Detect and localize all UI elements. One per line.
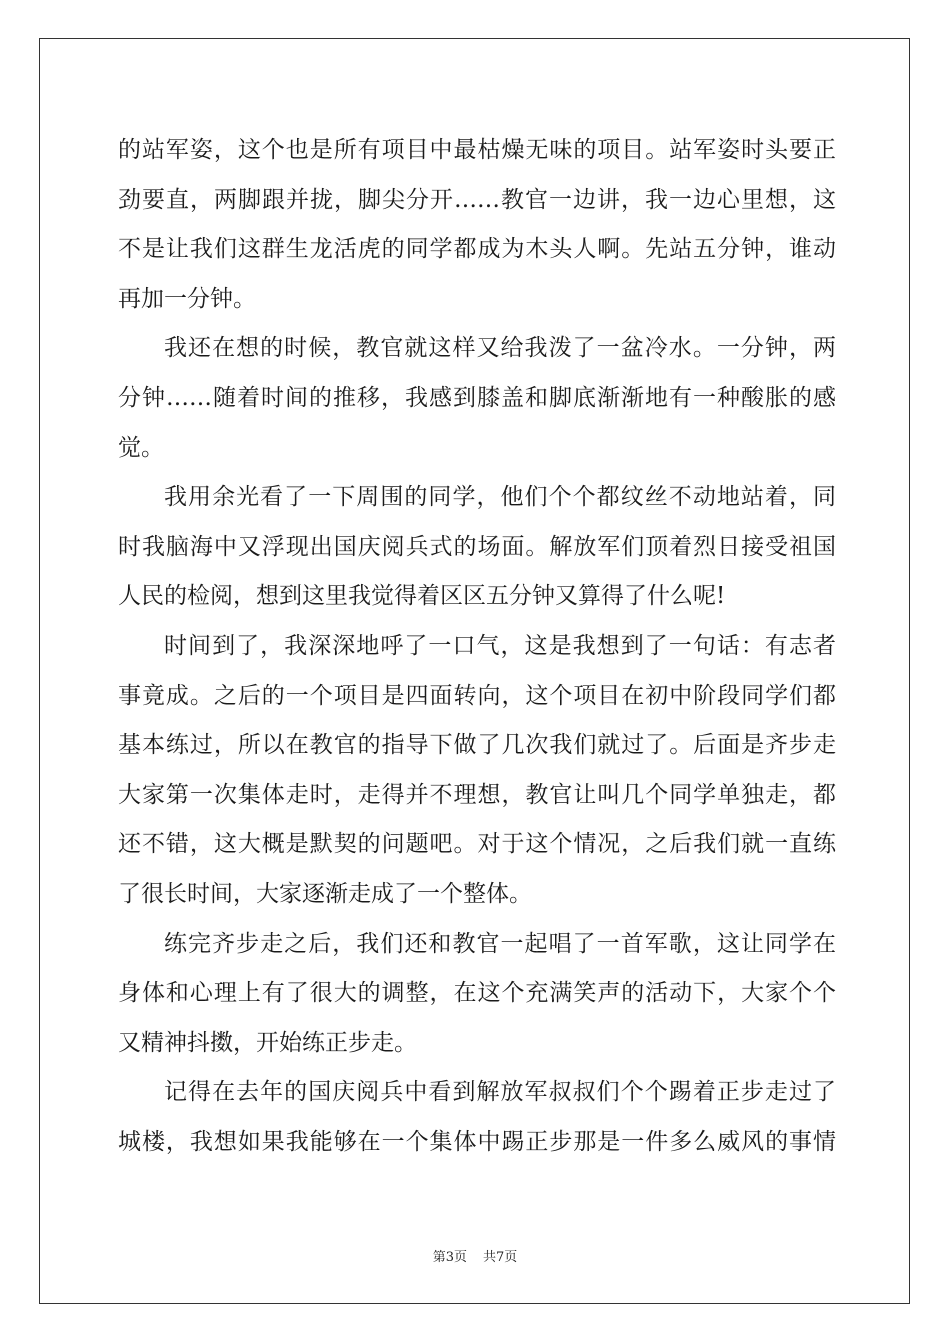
text-line: 基本练过，所以在教官的指导下做了几次我们就过了。后面是齐步走	[118, 732, 836, 759]
paragraph-first-line: 记得在去年的国庆阅兵中看到解放军叔叔们个个踢着正步走过了	[164, 1079, 836, 1106]
paragraph-first-line: 练完齐步走之后，我们还和教官一起唱了一首军歌，这让同学在	[164, 930, 836, 957]
page-footer	[0, 1246, 950, 1265]
text-line: 觉。	[118, 434, 164, 461]
page-number: 第3页	[432, 1250, 467, 1265]
text-line: 身体和心理上有了很大的调整，在这个充满笑声的活动下，大家个个	[118, 980, 836, 1007]
text-line: 了很长时间，大家逐渐走成了一个整体。	[118, 880, 532, 907]
text-line: 再加一分钟。	[118, 285, 256, 312]
text-line: 城楼，我想如果我能够在一个集体中踢正步那是一件多么威风的事情	[118, 1128, 836, 1155]
text-line: 大家第一次集体走时，走得并不理想，教官让叫几个同学单独走，都	[118, 781, 836, 808]
text-line: 事竟成。之后的一个项目是四面转向，这个项目在初中阶段同学们都	[118, 682, 836, 709]
text-line: 时我脑海中又浮现出国庆阅兵式的场面。解放军们顶着烈日接受祖国	[118, 533, 836, 560]
text-line: 还不错，这大概是默契的问题吧。对于这个情况，之后我们就一直练	[118, 831, 836, 858]
text-line: 的站军姿，这个也是所有项目中最枯燥无味的项目。站军姿时头要正	[118, 137, 836, 163]
text-line: 劲要直，两脚跟并拢，脚尖分开……教官一边讲，我一边心里想，这	[118, 186, 836, 213]
text-line: 分钟……随着时间的推移，我感到膝盖和脚底渐渐地有一种酸胀的感	[118, 384, 836, 411]
paragraph-first-line: 时间到了，我深深地呼了一口气，这是我想到了一句话：有志者	[164, 632, 836, 659]
text-line: 不是让我们这群生龙活虎的同学都成为木头人啊。先站五分钟，谁动	[118, 236, 836, 263]
document-body	[118, 126, 836, 1167]
text-line: 又精神抖擞，开始练正步走。	[118, 1029, 417, 1056]
text-line: 人民的检阅，想到这里我觉得着区区五分钟又算得了什么呢!	[118, 583, 726, 610]
paragraph-first-line: 我用余光看了一下周围的同学，他们个个都纹丝不动地站着，同	[164, 484, 836, 511]
paragraph-first-line: 我还在想的时候，教官就这样又给我泼了一盆冷水。一分钟，两	[164, 335, 836, 362]
page-total: 共7页	[483, 1250, 518, 1265]
